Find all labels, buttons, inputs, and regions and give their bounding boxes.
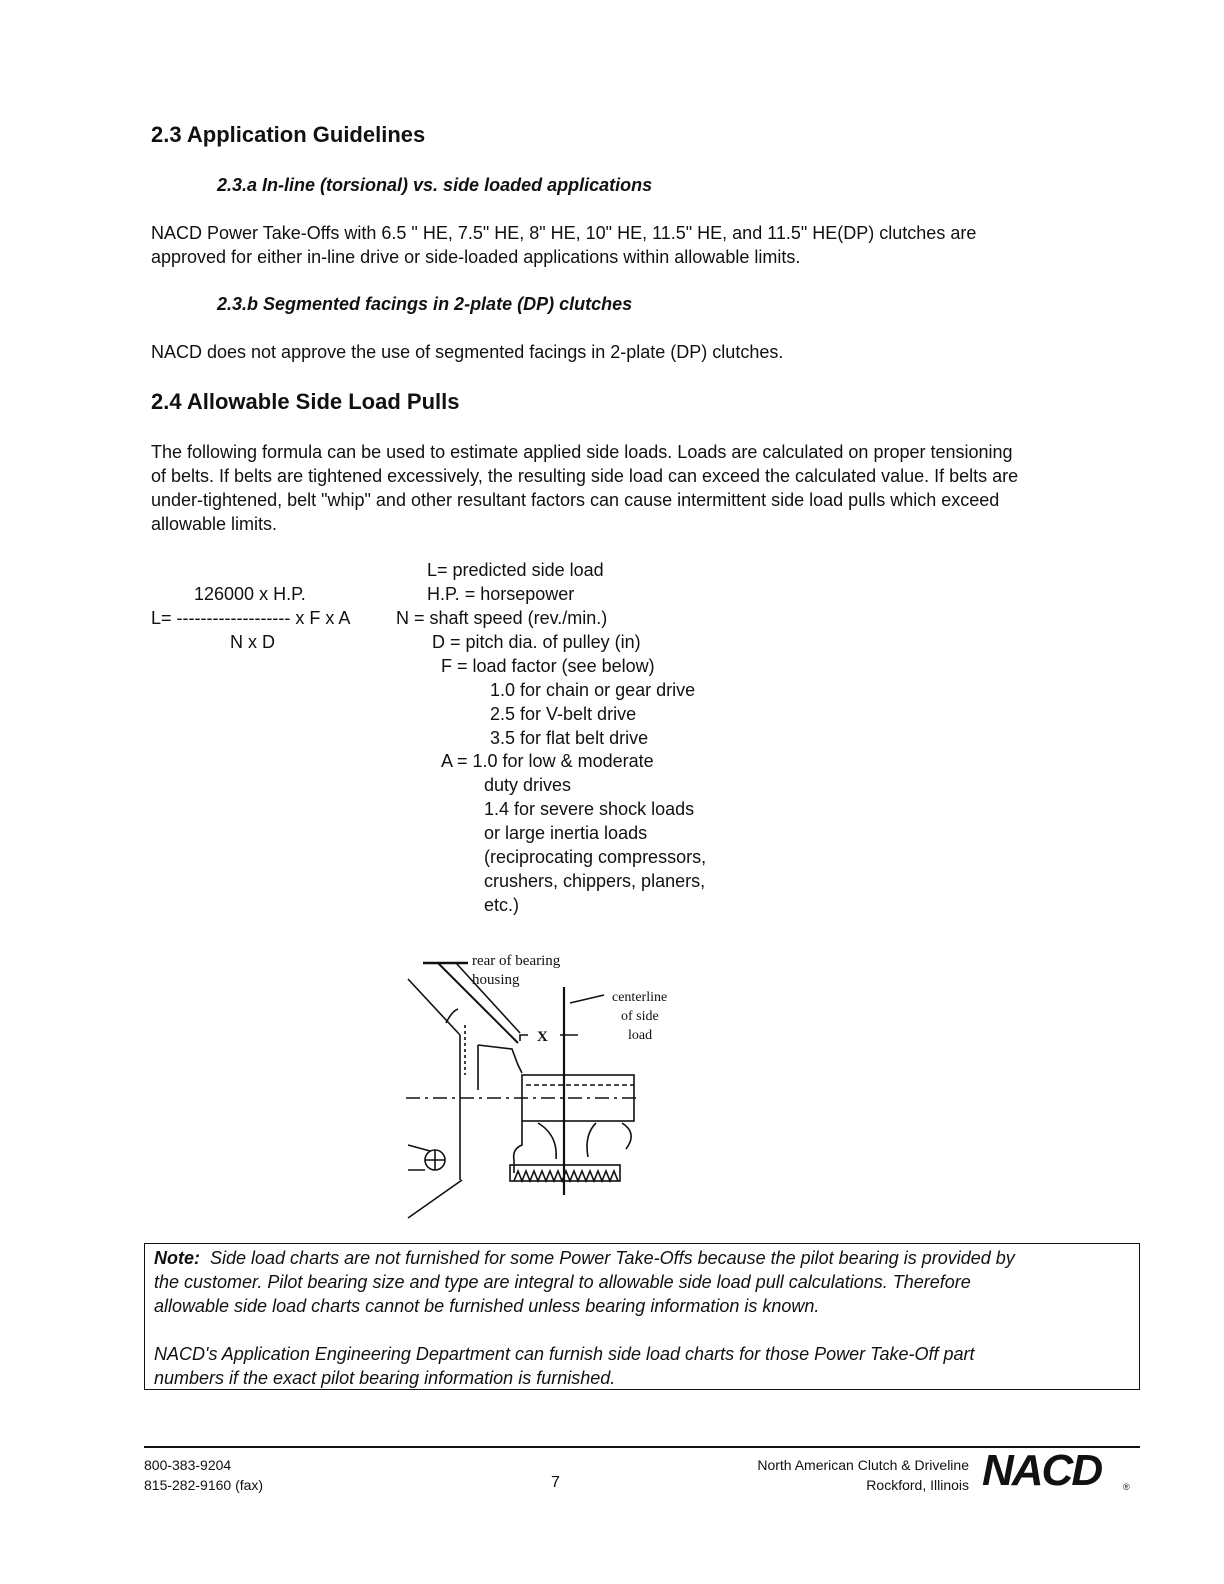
formula-main-line: L= ------------------- x F x A — [151, 608, 351, 628]
def-A4: (reciprocating compressors, — [484, 847, 707, 867]
def-A3: or large inertia loads — [484, 823, 648, 843]
note-box — [144, 1243, 1140, 1390]
note-text: Side load charts are not furnished for some Power Take-Offs because the pilot bearing is provided by — [200, 1248, 1015, 1268]
def-F1: 1.0 for chain or gear drive — [490, 680, 696, 700]
label-x: X — [537, 1029, 548, 1045]
paragraph-line: NACD does not approve the use of segmented facings in 2-plate (DP) clutches. — [151, 342, 784, 362]
footer-city: Rockford, Illinois — [866, 1477, 969, 1493]
note-label: Note: — [154, 1248, 200, 1268]
section-2-4-heading: 2.4 Allowable Side Load Pulls — [151, 389, 460, 414]
section-2-3a-heading: 2.3.a In-line (torsional) vs. side loaded applications — [217, 175, 653, 195]
paragraph-line: under-tightened, belt "whip" and other resultant factors can cause intermittent side load pulls which exceed — [151, 490, 1000, 510]
pulley-groove — [538, 1123, 556, 1159]
def-A5: crushers, chippers, planers, — [484, 871, 706, 891]
housing-outline-line — [408, 979, 460, 1035]
note-line: NACD's Application Engineering Department can furnish side load charts for those Power Take-Off part — [154, 1344, 975, 1364]
section-2-3-heading: 2.3 Application Guidelines — [151, 122, 426, 147]
label-load: load — [628, 1028, 653, 1043]
def-A6: etc.) — [484, 895, 520, 915]
bearing-step — [478, 1045, 522, 1073]
def-D: D = pitch dia. of pulley (in) — [432, 632, 641, 652]
belt-teeth — [514, 1171, 618, 1181]
footer-company: North American Clutch & Driveline — [757, 1457, 969, 1473]
page-number: 7 — [551, 1474, 560, 1491]
pulley-groove — [622, 1123, 631, 1149]
paragraph-line: allowable limits. — [151, 514, 278, 534]
centerline-leader — [570, 995, 604, 1003]
formula-denominator: N x D — [230, 632, 275, 652]
housing-outline-line — [408, 1145, 430, 1151]
housing-curve — [446, 1009, 458, 1023]
formula-numerator: 126000 x H.P. — [194, 584, 306, 604]
paragraph-line: approved for either in-line drive or side-loaded applications within allowable limits. — [151, 247, 801, 267]
registered-mark: ® — [1123, 1482, 1130, 1492]
def-N: N = shaft speed (rev./min.) — [396, 608, 608, 628]
pulley-groove — [587, 1123, 596, 1157]
section-2-3b-body — [151, 340, 783, 364]
label-housing: housing — [472, 972, 520, 988]
side-load-diagram — [400, 945, 690, 1225]
note-spacer — [154, 1318, 1130, 1342]
paragraph-line: of belts. If belts are tightened excessively, the resulting side load can exceed the calculated value. If belts are — [151, 466, 1019, 486]
nacd-logo: NACD — [982, 1446, 1102, 1495]
label-rear-of-bearing: rear of bearing — [472, 953, 561, 969]
def-A1: duty drives — [484, 775, 572, 795]
paragraph-line: The following formula can be used to estimate applied side loads. Loads are calculated on proper tensioning — [151, 442, 1013, 462]
def-A: A = 1.0 for low & moderate — [441, 751, 654, 771]
paragraph-line: NACD Power Take-Offs with 6.5 " HE, 7.5" HE, 8" HE, 10" HE, 11.5" HE, and 11.5" HE(DP) clutches are — [151, 223, 977, 243]
def-A2: 1.4 for severe shock loads — [484, 799, 695, 819]
def-HP: H.P. = horsepower — [427, 584, 575, 604]
housing-outline-line — [408, 1180, 462, 1218]
note-line: numbers if the exact pilot bearing information is furnished. — [154, 1368, 616, 1388]
section-2-3b-heading: 2.3.b Segmented facings in 2-plate (DP) clutches — [217, 294, 633, 314]
def-L: L= predicted side load — [427, 560, 604, 580]
note-line — [154, 1246, 1130, 1270]
label-centerline: centerline — [612, 990, 668, 1005]
def-F: F = load factor (see below) — [441, 656, 655, 676]
note-line: allowable side load charts cannot be furnished unless bearing information is known. — [154, 1296, 820, 1316]
label-of-side: of side — [621, 1009, 659, 1024]
section-2-4-body — [151, 440, 1141, 536]
x-dimension-mark — [520, 1035, 528, 1041]
footer-fax: 815-282-9160 (fax) — [144, 1477, 264, 1493]
section-2-3a-body — [151, 221, 976, 269]
note-line: the customer. Pilot bearing size and type are integral to allowable side load pull calculations. Therefore — [154, 1272, 971, 1292]
def-F3: 3.5 for flat belt drive — [490, 728, 649, 748]
def-F2: 2.5 for V-belt drive — [490, 704, 637, 724]
footer-phone: 800-383-9204 — [144, 1457, 232, 1473]
